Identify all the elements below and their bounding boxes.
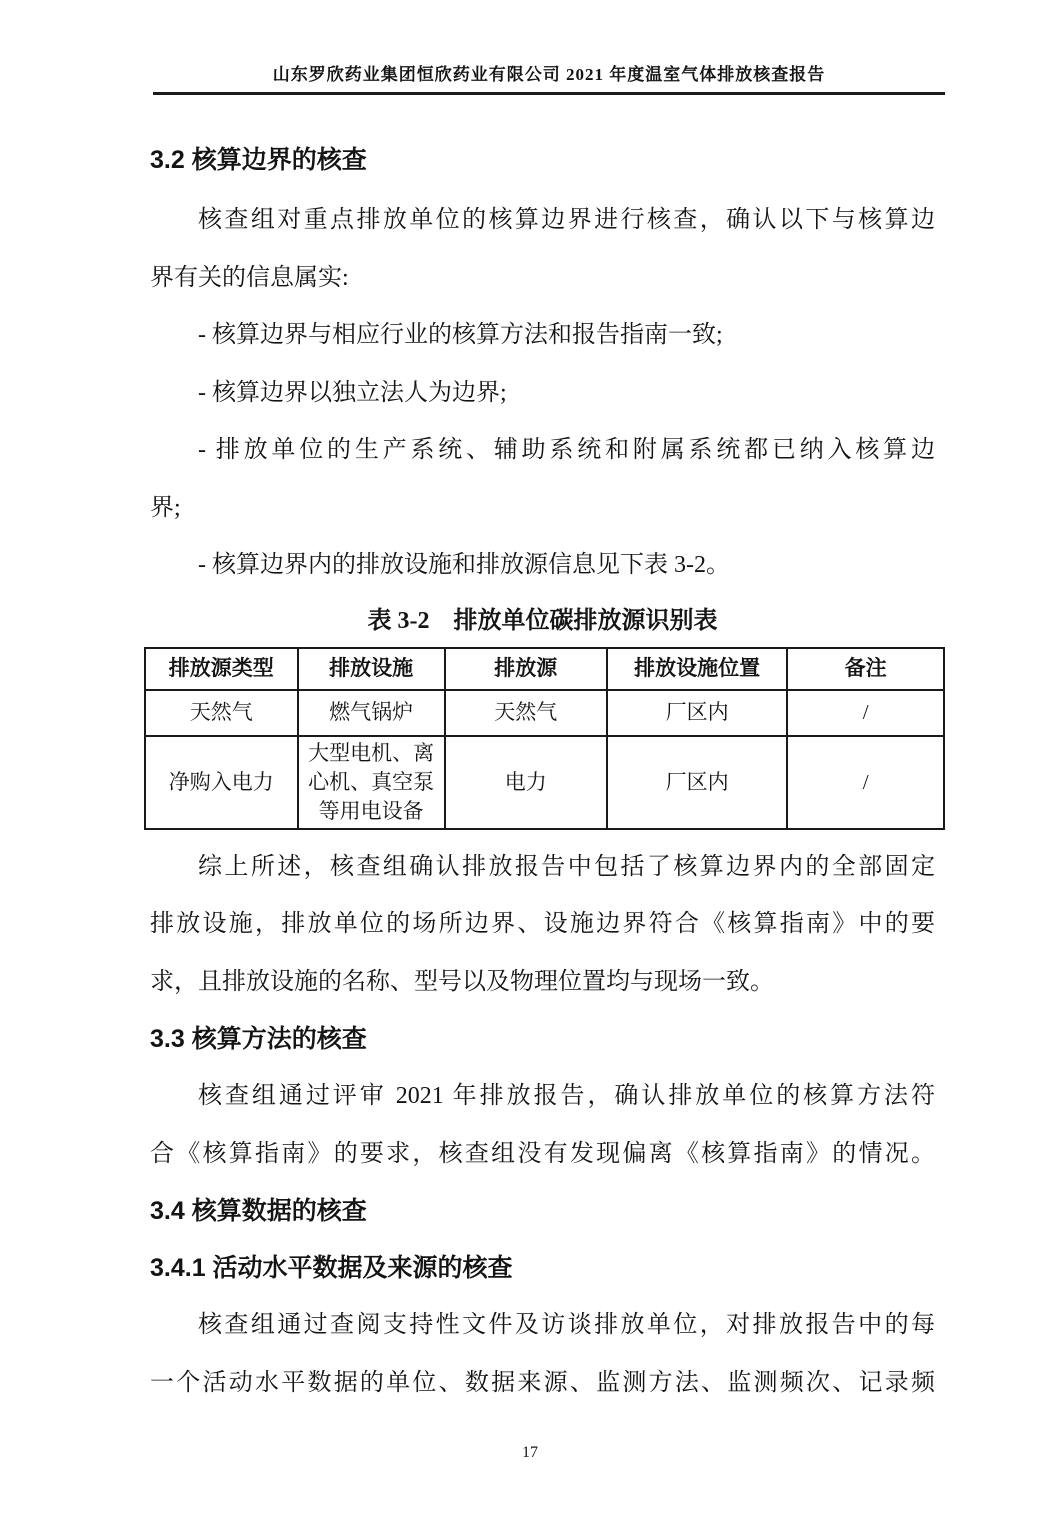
bullet-item: - 核算边界内的排放设施和排放源信息见下表 3-2。 bbox=[198, 552, 730, 578]
table-header-cell: 排放源类型 bbox=[145, 648, 298, 690]
running-header-title: 山东罗欣药业集团恒欣药业有限公司 2021 年度温室气体排放核查报告 bbox=[153, 60, 945, 95]
table-cell-facility: 燃气锅炉 bbox=[298, 690, 445, 736]
table-cell-source-type: 净购入电力 bbox=[145, 736, 298, 829]
bullet-item-continuation: 界; bbox=[150, 494, 181, 521]
table-header-row bbox=[145, 648, 944, 690]
bullet-item: - 核算边界以独立法人为边界; bbox=[198, 379, 507, 406]
paragraph-line: 界有关的信息属实: bbox=[150, 264, 349, 291]
table-cell-location: 厂区内 bbox=[607, 736, 788, 829]
table-header-cell: 排放设施位置 bbox=[607, 648, 788, 690]
table-3-2-caption: 表 3-2 排放单位碳排放源识别表 bbox=[367, 607, 718, 634]
paragraph-line: 核查组对重点排放单位的核算边界进行核查，确认以下与核算边 bbox=[198, 207, 935, 233]
table-3-2-emission-sources bbox=[144, 647, 945, 830]
table-cell-note: / bbox=[787, 690, 944, 736]
table-cell-facility: 大型电机、离心机、真空泵等用电设备 bbox=[298, 736, 445, 829]
section-heading-3-4: 3.4 核算数据的核查 bbox=[150, 1197, 367, 1225]
table-header-cell: 排放设施 bbox=[298, 648, 445, 690]
table-cell-source: 电力 bbox=[445, 736, 607, 829]
section-heading-3-3: 3.3 核算方法的核查 bbox=[150, 1025, 367, 1053]
table-cell-location: 厂区内 bbox=[607, 690, 788, 736]
table-row bbox=[145, 690, 944, 736]
bullet-item: - 排放单位的生产系统、辅助系统和附属系统都已纳入核算边 bbox=[198, 437, 935, 463]
paragraph-line: 核查组通过评审 2021 年排放报告，确认排放单位的核算方法符 bbox=[198, 1083, 935, 1109]
table-cell-source: 天然气 bbox=[445, 690, 607, 736]
paragraph-line: 核查组通过查阅支持性文件及访谈排放单位，对排放报告中的每 bbox=[198, 1312, 935, 1338]
section-heading-3-4-1: 3.4.1 活动水平数据及来源的核查 bbox=[150, 1254, 513, 1282]
table-row bbox=[145, 736, 944, 829]
page-number: 17 bbox=[522, 1444, 538, 1461]
paragraph-line: 一个活动水平数据的单位、数据来源、监测方法、监测频次、记录频 bbox=[150, 1369, 935, 1396]
table-header-cell: 备注 bbox=[787, 648, 944, 690]
paragraph-line: 排放设施，排放单位的场所边界、设施边界符合《核算指南》中的要 bbox=[150, 911, 935, 937]
section-heading-3-2: 3.2 核算边界的核查 bbox=[150, 146, 367, 174]
bullet-item: - 核算边界与相应行业的核算方法和报告指南一致; bbox=[198, 322, 723, 348]
paragraph-line: 合《核算指南》的要求，核查组没有发现偏离《核算指南》的情况。 bbox=[150, 1140, 935, 1167]
table-cell-source-type: 天然气 bbox=[145, 690, 298, 736]
table-header-cell: 排放源 bbox=[445, 648, 607, 690]
paragraph-line: 综上所述，核查组确认排放报告中包括了核算边界内的全部固定 bbox=[198, 853, 935, 880]
paragraph-line: 求，且排放设施的名称、型号以及物理位置均与现场一致。 bbox=[150, 968, 774, 995]
table-cell-note: / bbox=[787, 736, 944, 829]
page-content bbox=[150, 128, 935, 1412]
